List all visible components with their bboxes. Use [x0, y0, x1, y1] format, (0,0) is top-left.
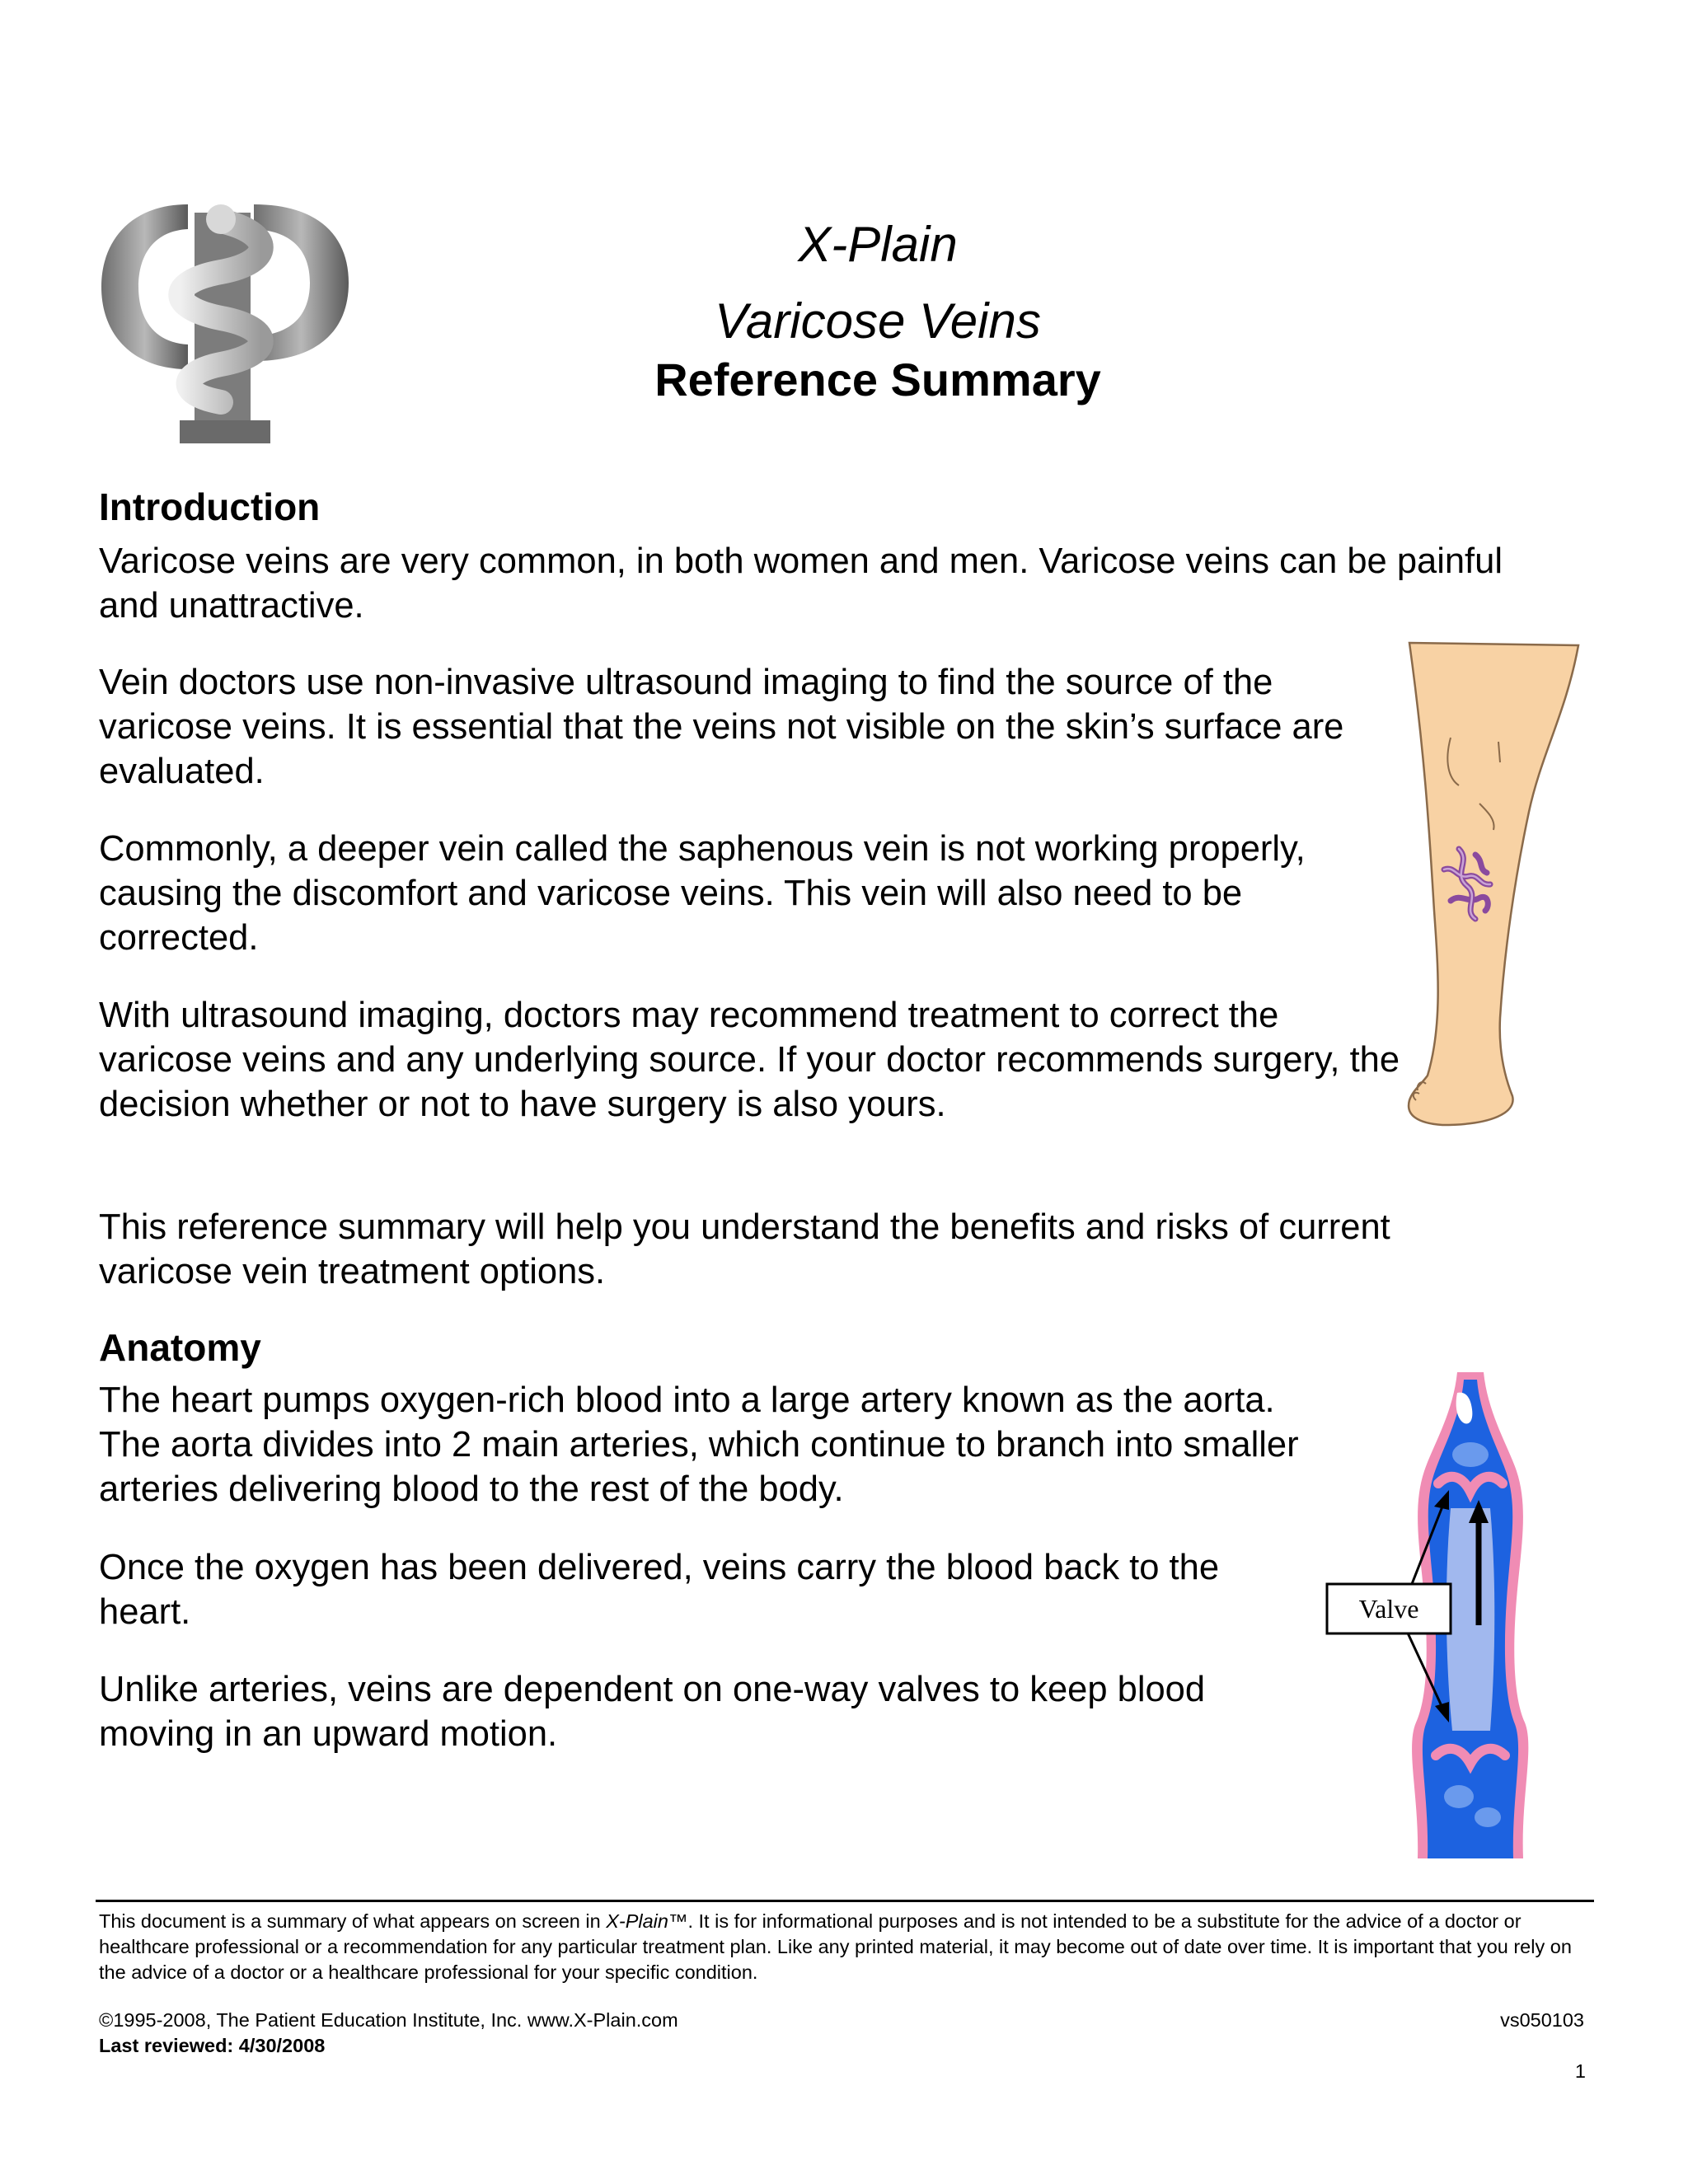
disclaimer-part-1: This document is a summary of what appears on screen in	[99, 1910, 607, 1932]
copyright-text: ©1995-2008, The Patient Education Institute, Inc. www.X-Plain.com	[99, 2009, 678, 2031]
anatomy-paragraph-1: The heart pumps oxygen-rich blood into a large artery known as the aorta. The aorta divides into 2 main arteries, which continue to branch into smaller arteries delivering blood to the rest of the body.	[99, 1380, 1299, 1509]
leg-varicose-illustration	[1393, 639, 1591, 1133]
disclaimer-text	[99, 1909, 1574, 1985]
valve-label: Valve	[1358, 1594, 1419, 1624]
app-name: X-Plain	[798, 217, 958, 272]
disclaimer-part-2: . It is for informational purposes and is not intended to be a substitute for the advice of a doctor or healthcare professional or a recommendation for any particular treatment plan. Like any printed material, it may become out of date over time. It is important that you rely on the advice of a doctor or a healthcare professional for your specific condition.	[99, 1910, 1572, 1983]
intro-paragraph-2: Vein doctors use non-invasive ultrasound imaging to find the source of the varicose veins. It is essential that the veins not visible on the skin’s surface are evaluated.	[99, 663, 1344, 791]
footer-divider	[96, 1900, 1594, 1902]
introduction-heading: Introduction	[99, 485, 321, 528]
anatomy-paragraph-3: Unlike arteries, veins are dependent on one-way valves to keep blood moving in an upward motion.	[99, 1670, 1206, 1754]
topic-title: Varicose Veins	[715, 293, 1041, 349]
page-title: Reference Summary	[654, 354, 1101, 405]
intro-paragraph-4: With ultrasound imaging, doctors may recommend treatment to correct the varicose veins and any underlying source. If your doctor recommends surgery, the decision whether or not to have surgery is also yours.	[99, 996, 1400, 1124]
patient-education-institute-logo	[97, 196, 354, 452]
page-number: 1	[1574, 2060, 1586, 2082]
anatomy-paragraph-2: Once the oxygen has been delivered, veins carry the blood back to the heart.	[99, 1548, 1220, 1632]
disclaimer-product-name: X-Plain™	[606, 1910, 688, 1932]
intro-paragraph-3: Commonly, a deeper vein called the saphenous vein is not working properly, causing the discomfort and varicose veins. This vein will also need to be corrected.	[99, 829, 1306, 958]
intro-paragraph-5: This reference summary will help you understand the benefits and risks of current varicose vein treatment options.	[99, 1207, 1390, 1291]
intro-paragraph-1: Varicose veins are very common, in both women and men. Varicose veins can be painful and unattractive.	[99, 541, 1503, 626]
last-reviewed-date: Last reviewed: 4/30/2008	[99, 2035, 326, 2056]
anatomy-heading: Anatomy	[99, 1326, 261, 1369]
document-id: vs050103	[1500, 2009, 1584, 2031]
vein-valve-diagram	[1319, 1368, 1591, 1863]
